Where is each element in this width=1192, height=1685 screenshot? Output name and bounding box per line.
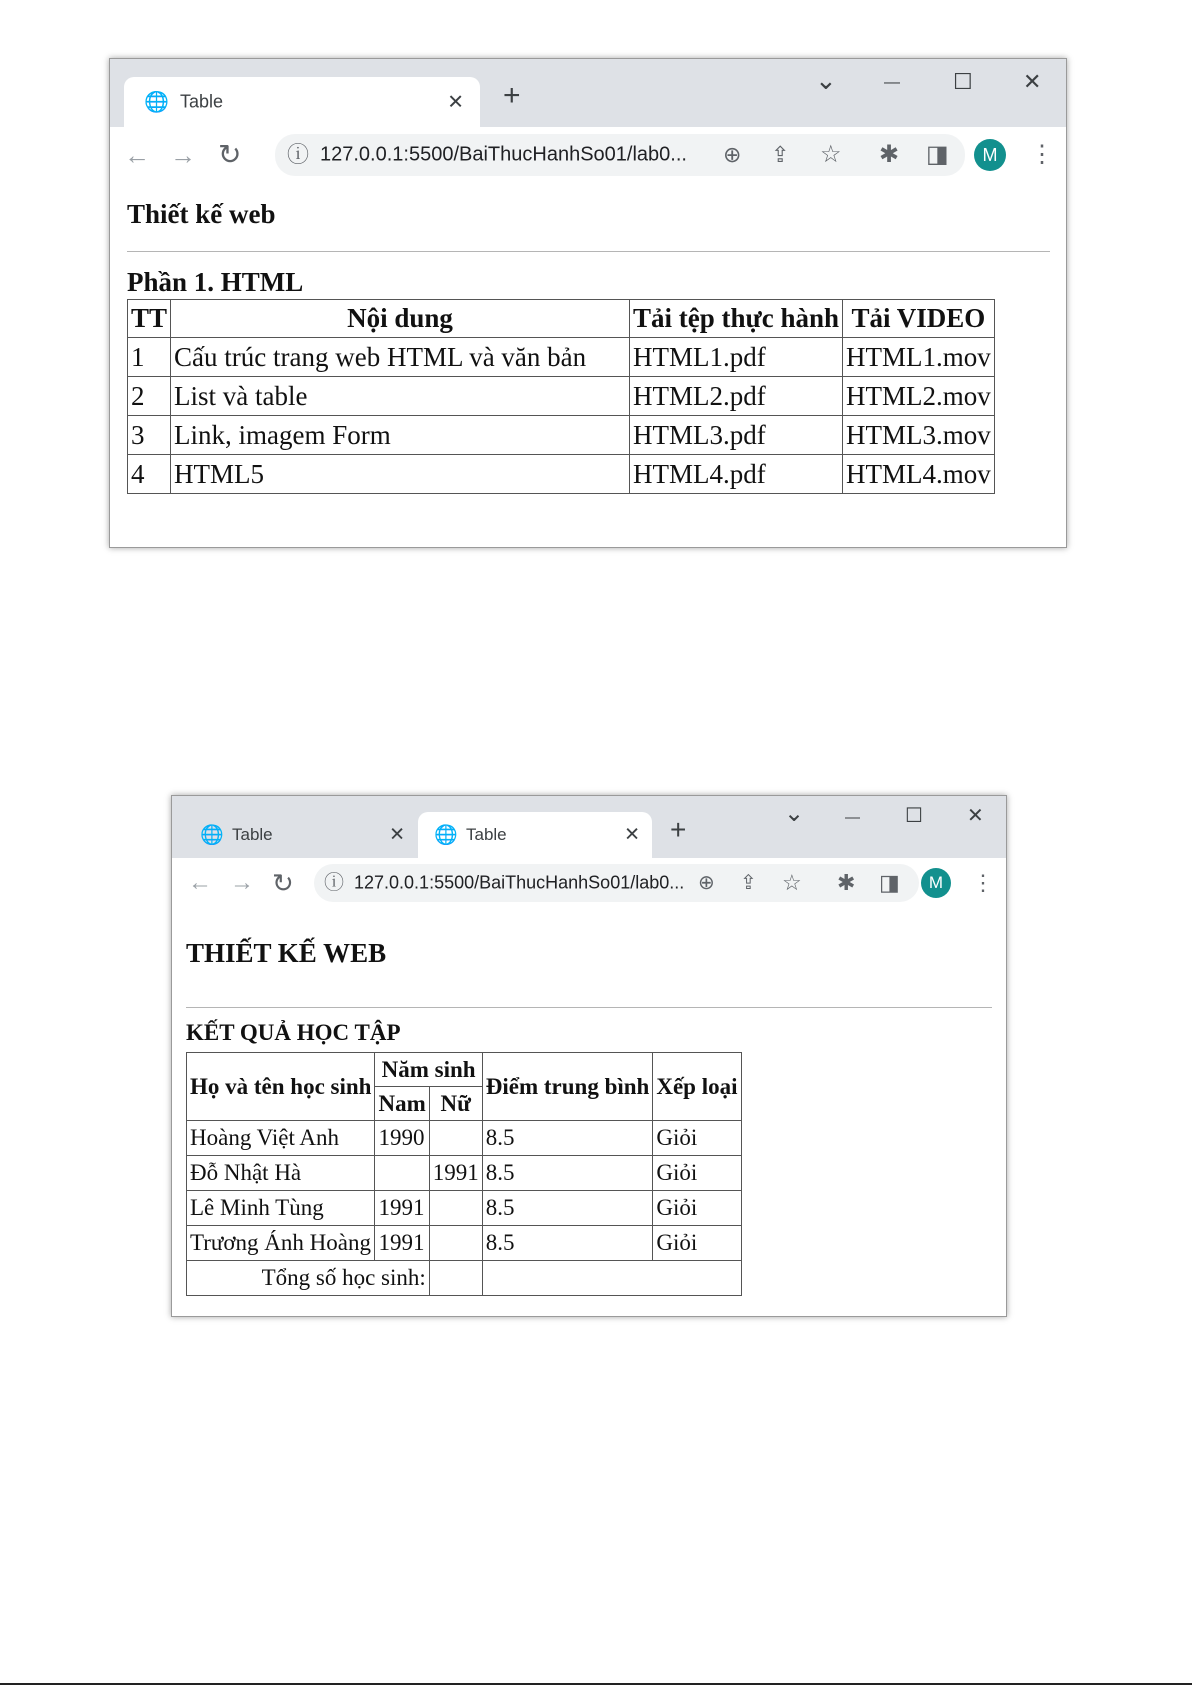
cell-tt: 3 [128, 416, 171, 455]
table-row [128, 455, 995, 494]
page-heading: THIẾT KẾ WEB [186, 938, 387, 968]
results-table [186, 1052, 742, 1296]
cell-female [429, 1226, 482, 1261]
globe-icon: 🌐 [144, 91, 169, 114]
table-row [128, 338, 995, 377]
tab-close-icon[interactable]: ✕ [447, 91, 464, 114]
cell-name: Đỗ Nhật Hà [187, 1156, 375, 1191]
maximize-icon[interactable]: ☐ [905, 805, 923, 827]
header-female: Nữ [429, 1087, 482, 1121]
side-panel-icon[interactable]: ◨ [879, 870, 900, 895]
tab-close-icon[interactable]: ✕ [389, 824, 405, 846]
profile-avatar[interactable]: M [974, 139, 1006, 171]
cell-content: HTML5 [171, 455, 630, 494]
cell-name: Trương Ánh Hoàng [187, 1226, 375, 1261]
profile-avatar[interactable]: M [921, 868, 951, 898]
new-tab-button[interactable]: + [670, 814, 687, 845]
table-header-row [128, 300, 995, 338]
toolbar [172, 858, 1006, 909]
page-heading: Thiết kế web [127, 199, 276, 229]
address-bar[interactable] [275, 134, 965, 176]
window-close-icon[interactable]: ✕ [967, 805, 984, 827]
cell-score: 8.5 [482, 1156, 653, 1191]
forward-icon[interactable]: → [230, 869, 254, 896]
table-row [128, 416, 995, 455]
header-video: Tải VIDEO [843, 300, 995, 338]
page-content [110, 183, 1066, 547]
cell-male: 1991 [375, 1226, 429, 1261]
cell-content: Link, imagem Form [171, 416, 630, 455]
back-icon[interactable]: ← [124, 140, 150, 170]
cell-score: 8.5 [482, 1191, 653, 1226]
table-row [187, 1226, 742, 1261]
cell-male: 1991 [375, 1191, 429, 1226]
divider [127, 251, 1050, 252]
cell-male [375, 1156, 429, 1191]
share-icon[interactable]: ⇪ [771, 142, 790, 167]
lessons-table [127, 299, 995, 494]
toolbar [110, 127, 1066, 184]
cell-score: 8.5 [482, 1121, 653, 1156]
header-student-name: Họ và tên học sinh [187, 1053, 375, 1121]
reload-icon[interactable]: ↻ [218, 139, 242, 170]
table-header-row [187, 1053, 742, 1087]
header-birth-year: Năm sinh [375, 1053, 482, 1087]
tab-title: Table [232, 825, 273, 844]
reload-icon[interactable]: ↻ [272, 868, 294, 898]
table-row [187, 1121, 742, 1156]
section-title: KẾT QUẢ HỌC TẬP [186, 1020, 401, 1045]
url-text: 127.0.0.1:5500/BaiThucHanhSo01/lab0... [354, 872, 685, 893]
tab-table-active[interactable] [418, 812, 652, 858]
total-label: Tổng số học sinh: [187, 1261, 430, 1296]
browser-window-2 [171, 795, 1007, 1317]
header-content: Nội dung [171, 300, 630, 338]
header-rank: Xếp loại [653, 1053, 741, 1121]
extensions-icon[interactable]: ✱ [879, 141, 900, 168]
menu-icon[interactable]: ⋮ [1030, 141, 1054, 168]
cell-file: HTML3.pdf [630, 416, 843, 455]
cell-female: 1991 [429, 1156, 482, 1191]
zoom-icon[interactable]: ⊕ [723, 142, 742, 167]
cell-file: HTML2.pdf [630, 377, 843, 416]
cell-male: 1990 [375, 1121, 429, 1156]
table-row [187, 1191, 742, 1226]
tab-close-icon[interactable]: ✕ [624, 824, 640, 846]
cell-file: HTML1.pdf [630, 338, 843, 377]
total-value-cell [482, 1261, 741, 1296]
header-male: Nam [375, 1087, 429, 1121]
cell-tt: 4 [128, 455, 171, 494]
tab-table[interactable] [124, 77, 480, 127]
zoom-icon[interactable]: ⊕ [698, 872, 715, 894]
info-icon[interactable]: ⓘ [324, 872, 344, 894]
cell-video: HTML1.mov [843, 338, 995, 377]
tab-title: Table [180, 91, 224, 112]
address-bar[interactable] [314, 864, 919, 902]
cell-tt: 1 [128, 338, 171, 377]
extensions-icon[interactable]: ✱ [837, 870, 856, 895]
header-practice-file: Tải tệp thực hành [630, 300, 843, 338]
cell-video: HTML2.mov [843, 377, 995, 416]
share-icon[interactable]: ⇪ [740, 872, 757, 894]
total-row [187, 1261, 742, 1296]
cell-tt: 2 [128, 377, 171, 416]
browser-window-1 [109, 58, 1067, 548]
header-average-score: Điểm trung bình [482, 1053, 653, 1121]
forward-icon[interactable]: → [170, 140, 196, 170]
tab-search-icon[interactable]: ⌄ [784, 800, 805, 827]
star-icon[interactable]: ☆ [782, 870, 802, 895]
section-title: Phần 1. HTML [127, 267, 304, 297]
cell-name: Hoàng Việt Anh [187, 1121, 375, 1156]
minimize-icon[interactable]: — [884, 74, 900, 91]
page-content [172, 908, 1006, 1316]
tab-table-inactive[interactable] [184, 812, 417, 858]
cell-rank: Giỏi [653, 1191, 741, 1226]
cell-rank: Giỏi [653, 1226, 741, 1261]
window-close-icon[interactable]: ✕ [1023, 69, 1042, 94]
cell-content: List và table [171, 377, 630, 416]
star-icon[interactable]: ☆ [820, 141, 842, 168]
tab-strip [110, 59, 1066, 127]
tab-title: Table [466, 825, 507, 844]
cell-female [429, 1121, 482, 1156]
cell-video: HTML4.mov [843, 455, 995, 494]
tab-strip [172, 796, 1006, 858]
info-icon[interactable]: ⓘ [287, 142, 310, 167]
table-row [187, 1156, 742, 1191]
cell-file: HTML4.pdf [630, 455, 843, 494]
cell-female [429, 1191, 482, 1226]
globe-icon: 🌐 [200, 825, 224, 846]
table-row [128, 377, 995, 416]
cell-video: HTML3.mov [843, 416, 995, 455]
tab-search-icon[interactable]: ⌄ [815, 65, 837, 95]
side-panel-icon[interactable]: ◨ [926, 141, 949, 168]
menu-icon[interactable]: ⋮ [972, 870, 994, 895]
globe-icon: 🌐 [434, 825, 458, 846]
url-text: 127.0.0.1:5500/BaiThucHanhSo01/lab0... [320, 143, 687, 166]
new-tab-button[interactable]: + [503, 79, 521, 112]
cell-name: Lê Minh Tùng [187, 1191, 375, 1226]
cell-content: Cấu trúc trang web HTML và văn bản [171, 338, 630, 377]
minimize-icon[interactable]: — [845, 809, 860, 826]
cell-rank: Giỏi [653, 1121, 741, 1156]
total-empty-cell [429, 1261, 482, 1296]
divider [186, 1007, 992, 1008]
cell-rank: Giỏi [653, 1156, 741, 1191]
header-tt: TT [128, 300, 171, 338]
cell-score: 8.5 [482, 1226, 653, 1261]
maximize-icon[interactable]: ☐ [953, 69, 973, 94]
back-icon[interactable]: ← [188, 869, 212, 896]
